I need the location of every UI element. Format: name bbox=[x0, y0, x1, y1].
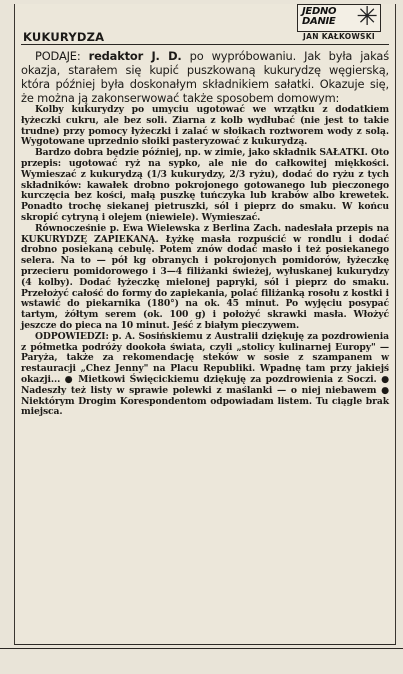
recipe-2-mid: z Berlina Zach. nadesłała przepis na bbox=[203, 222, 389, 234]
logo-line1: JEDNO bbox=[302, 6, 337, 17]
answers-label: ODPOWIEDZI: bbox=[35, 330, 109, 342]
page-bottom-rule bbox=[0, 648, 403, 649]
logo-mark bbox=[297, 4, 381, 32]
recipe-2-start: Równocześnie p. bbox=[35, 222, 120, 234]
answer-1-name: A. Sosińskiemu bbox=[124, 330, 203, 342]
answers-paragraph bbox=[21, 332, 389, 418]
recipe-2-paragraph bbox=[21, 224, 389, 332]
star-icon: ✳ bbox=[356, 4, 378, 32]
answer-1-pre: p. bbox=[112, 330, 122, 342]
lead-author: redaktor J. D. bbox=[88, 49, 182, 63]
logo-author: JAN KAŁKOWSKI bbox=[303, 32, 375, 41]
recipe-2-author: Ewa Wielewska bbox=[122, 222, 201, 234]
recipe-2-text: Łyżkę masła rozpuścić w rondlu i dodać drobno posiekaną cebulę. Potem znów dodać masło i też posiekanego selera. Na to — pół kg obranych i pokrojonych pomidorów, łyżeczkę przecieru pomidorowego i 3—4 filiżanki świeżej, wyłuskanej kukurydzy (4 kolby). Dodać łyżeczkę mielonej papryki, sól i pieprz do smaku. Przełożyć całość do formy do zapiekania, polać filiżanką rosołu z kostki i wstawić do piekarnika (180°) na ok. 45 minut. Po wyjęciu posypać tartym, żółtym serem (ok. 100 g) i położyć skrawki masła. Włożyć jeszcze do pieca na 10 minut. Jeść z białym pieczywem. bbox=[21, 233, 389, 331]
newspaper-clipping bbox=[14, 4, 396, 645]
lead-label: PODAJE: bbox=[35, 49, 81, 63]
answer-2-text: dziękuję za pozdrowienia z Soczi. ● Nadeszły też listy w sprawie polewki z maślanki — o niej niebawem ● Niektórym Drogim Korespondentom odpowiadam listem. Tu ciągle brak miejsca. bbox=[21, 373, 389, 418]
column-logo bbox=[297, 4, 381, 44]
lead-text: po wypróbowaniu. Jak była jakaś okazja, starałem się kupić puszkowaną kukurydzę węgierską, która później była doskonałym składnikiem sałatki. Okazuje się, że można ją zakonserwować także sposobem domowym: bbox=[21, 49, 389, 105]
title-divider bbox=[21, 44, 389, 45]
answer-2-name: Mietkowi Święcickiemu bbox=[78, 373, 200, 385]
article-title: KUKURYDZA bbox=[23, 30, 105, 44]
lead-paragraph bbox=[21, 49, 389, 105]
logo-line2: DANIE bbox=[302, 16, 336, 27]
article-body bbox=[21, 49, 389, 418]
paragraph-1: Kolby kukurydzy po umyciu ugotować we wrzątku z dodatkiem łyżeczki cukru, ale bez soli. Ziarna z kolb wydłubać (nie jest to takie trudne) przy pomocy łyżeczki i zalać w słoikach roztworem wody z solą. Wygotowane uprzednio słoiki pasteryzować z kukurydzą. bbox=[21, 104, 389, 148]
paragraph-2: Bardzo dobra będzie później, np. w zimie, jako składnik SAŁATKI. Oto przepis: ugotować ryż na sypko, ale nie do całkowitej miękkości. Wymieszać z kukurydzą (1/3 kukurydzy, 2/3 ryżu), dodać do ryżu z tych składników: kawałek drobno pokrojonego gotowanego lub pieczonego kurczęcia bez kości, małą puszkę tuńczyka lub krabów albo krewetek. Ponadto trochę siekanej pietruszki, sól i pieprz do smaku. W końcu skropić cytryną i olejem (niewiele). Wymieszać. bbox=[21, 147, 389, 223]
answer-1-text: z Australii dziękuję za pozdrowienia z półmetka podróży dookoła świata, czyli „stolicy kulinarnej Europy" — Paryża, także za rekomendację steków w sosie z szampanem w restauracji „Chez Jenny" na Placu Republiki. Wpadnę tam przy jakiejś okazji... ● bbox=[21, 330, 389, 385]
recipe-2-dish: KUKURYDZĘ ZAPIEKANĄ. bbox=[21, 233, 159, 245]
